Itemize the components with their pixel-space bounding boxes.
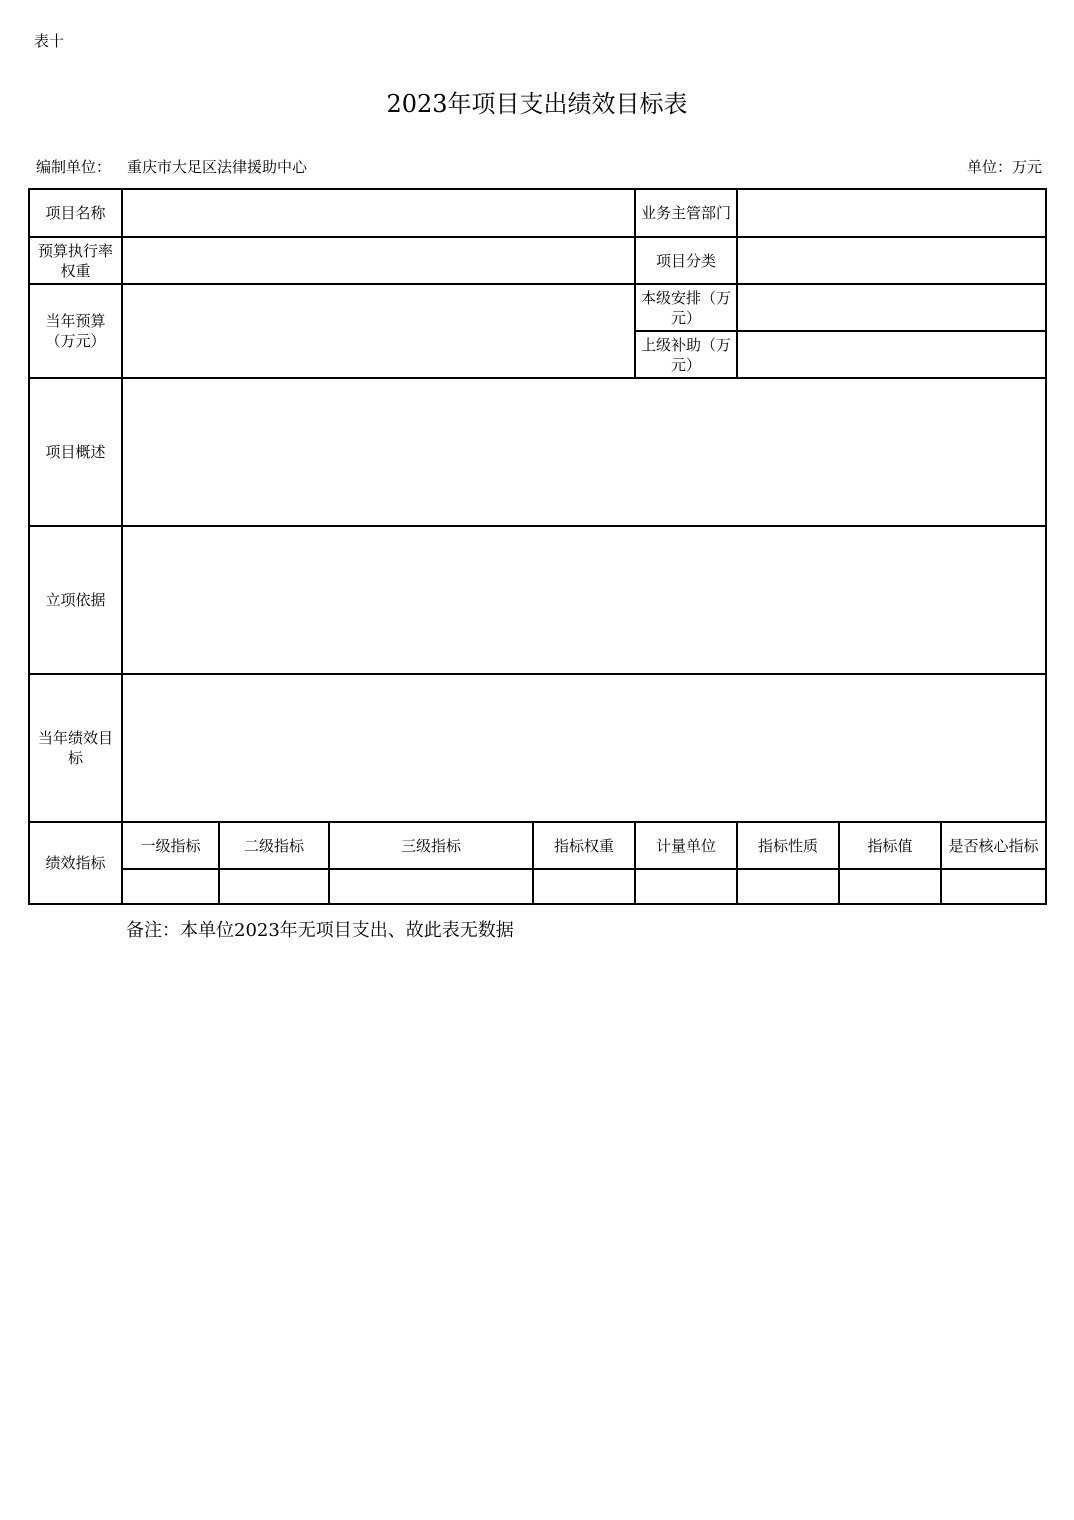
indicator-col-header: 二级指标 bbox=[219, 822, 329, 869]
performance-target-table bbox=[28, 188, 1047, 905]
indicator-col-header: 指标权重 bbox=[533, 822, 635, 869]
basis-label: 立项依据 bbox=[29, 526, 122, 674]
overview-label: 项目概述 bbox=[29, 378, 122, 526]
indicator-cell bbox=[533, 869, 635, 904]
indicator-col-header: 计量单位 bbox=[635, 822, 737, 869]
overview-value bbox=[122, 378, 1046, 526]
superior-subsidy-label: 上级补助（万元） bbox=[635, 331, 737, 378]
business-dept-value bbox=[737, 189, 1046, 237]
local-arrangement-value bbox=[737, 284, 1046, 331]
table-label: 表十 bbox=[34, 32, 65, 50]
org-line bbox=[36, 156, 307, 177]
annual-budget-label: 当年预算（万元） bbox=[29, 284, 122, 378]
annual-goal-label: 当年绩效目标 bbox=[29, 674, 122, 822]
indicator-col-header: 一级指标 bbox=[122, 822, 219, 869]
project-name-value bbox=[122, 189, 635, 237]
local-arrangement-label: 本级安排（万元） bbox=[635, 284, 737, 331]
indicator-cell bbox=[635, 869, 737, 904]
indicator-col-header: 指标值 bbox=[839, 822, 941, 869]
indicator-col-header: 是否核心指标 bbox=[941, 822, 1046, 869]
org-value: 重庆市大足区法律援助中心 bbox=[127, 158, 308, 176]
exec-rate-weight-value bbox=[122, 237, 635, 284]
exec-rate-weight-label: 预算执行率权重 bbox=[29, 237, 122, 284]
indicator-cell bbox=[329, 869, 533, 904]
indicator-col-header: 三级指标 bbox=[329, 822, 533, 869]
project-category-label: 项目分类 bbox=[635, 237, 737, 284]
basis-value bbox=[122, 526, 1046, 674]
project-category-value bbox=[737, 237, 1046, 284]
project-name-label: 项目名称 bbox=[29, 189, 122, 237]
indicator-cell bbox=[122, 869, 219, 904]
indicator-cell bbox=[737, 869, 839, 904]
indicator-col-header: 指标性质 bbox=[737, 822, 839, 869]
indicators-label: 绩效指标 bbox=[29, 822, 122, 904]
annual-budget-value bbox=[122, 284, 635, 378]
unit-label: 单位：万元 bbox=[966, 158, 1042, 176]
org-label: 编制单位： bbox=[36, 158, 112, 176]
indicator-cell bbox=[839, 869, 941, 904]
remark-note: 备注：本单位2023年无项目支出、故此表无数据 bbox=[126, 920, 514, 941]
business-dept-label: 业务主管部门 bbox=[635, 189, 737, 237]
annual-goal-value bbox=[122, 674, 1046, 822]
superior-subsidy-value bbox=[737, 331, 1046, 378]
indicator-cell bbox=[941, 869, 1046, 904]
indicator-cell bbox=[219, 869, 329, 904]
page-title: 2023年项目支出绩效目标表 bbox=[386, 90, 688, 118]
